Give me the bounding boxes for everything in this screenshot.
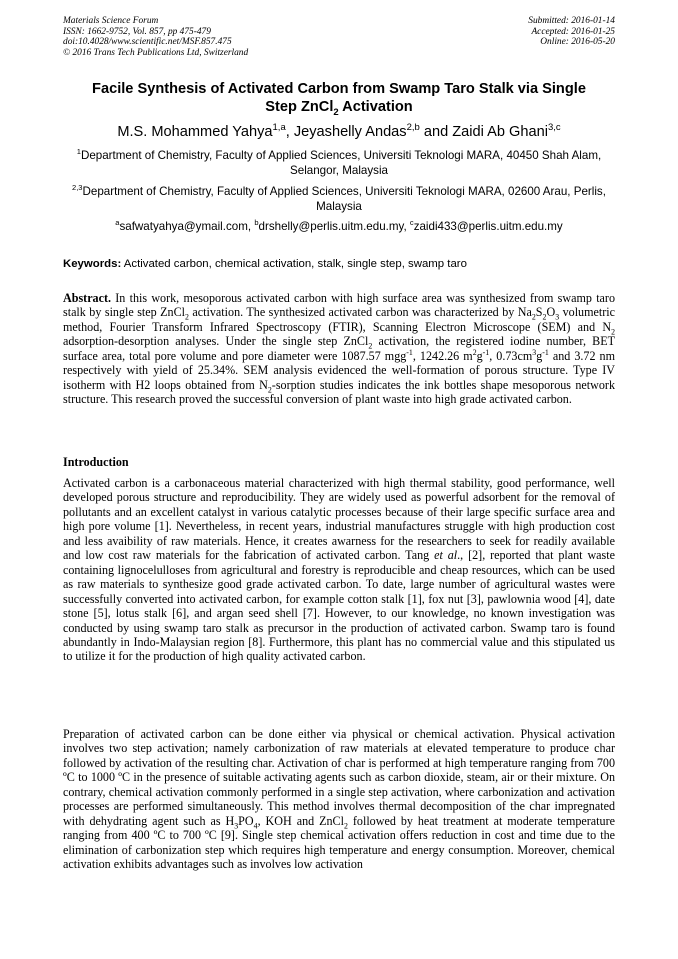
subscript: 2 bbox=[185, 312, 189, 322]
author-separator: and bbox=[419, 124, 453, 140]
abstract-text: In this work, mesoporous activated carbon with high surface area was synthesized from swamp taro stalk by single step ZnCl$_2$ activation. The synthesized activated carbon was characterized by $Na_2S_2O_3$ volumetric method, Fourier Transform Infrared Spectroscopy (FTIR), Scanning Electron Microscope (SEM) and $N_2$ adsorption-desorption analyses. Under the single step ZnCl$_2$ activation, the registered iodine number, BET surface area, total pore volume and pore diameter were 1087.57 mgg$^{-1}$, 1242.26 $m^2g^{-1}$, $0.73cm^3g^{-1}$ and 3.72 nm respectively with yield of 25.34%. SEM analysis evidenced the well-formation of porous structure. Type IV isotherm with H2 loops obtained from $N_2$-sorption studies indicates the ink bottles shape mesoporous network structure. This research proved the successful conversion of plant waste into high grade activated carbon. bbox=[63, 291, 616, 407]
affiliation-mark: 2,3 bbox=[72, 183, 83, 193]
author bbox=[117, 124, 285, 140]
email-mark: c bbox=[409, 218, 414, 228]
title-text: Activation bbox=[338, 99, 413, 115]
subscript: 2 bbox=[531, 312, 536, 322]
subscript: 2 bbox=[542, 312, 547, 322]
email-list bbox=[40, 219, 638, 234]
affiliation-mark: 1 bbox=[76, 147, 81, 157]
introduction-paragraph-2: Preparation of activated carbon can be done either via physical or chemical activation. Physical activation involves two step activation; namely carbonization of raw materials at elevated temperature to produce char followed by activation of the resulting char. Activation of char is performed at high temperature ranging from 700 ºC to 1000 ºC in the presence of suitable activating agents such as carbon dioxide, steam, air or their mixture. On contrary, chemical activation commonly performed in a single step activation, where carbonization and activation processes are performed simultaneously. This method involves thermal decomposition of the char impregnated with dehydrating agent such as $H_3PO_4$, KOH and ZnCl$_2$ followed by heat treatment at moderate temperature ranging from 400 ºC to 700 ºC [9]. Single step chemical activation offers reduction in cost and time due to the elimination of carbonization step which requires high temperature and energy consumption. Moreover, chemical activation exhibits advantages such as involves low activation bbox=[63, 727, 615, 872]
introduction-paragraph-1: Activated carbon is a carbonaceous material characterized with high thermal stability, good performance, well developed porous structure and reproducibility. They are widely used as powerful adsorbent for the removal of pollutants and an excellent catalyst in various catalytic processes because of their large specific surface area and high pore volume [1]. Nevertheless, in recent years, industrial manufactures struggle with high production cost and less avaibility of raw materials. Hence, it creates awarness for the researchers to seek for readily available and low cost raw materials for the fabrication of activated carbon. Tang et al., [2], reported that plant waste containing lignocelulloses from agricultural and forestry is reproducible and cheap resources, which can be used as raw materials to synthesize good grade activated carbon. To date, large number of agricultural wastes were successfully converted into activated carbon, for example cotton stalk [1], fox nut [3], pawlownia wood [4], date stone [5], lotus stalk [6], and argan seed shell [7]. However, to our knowledge, no known investigation was conducted by using swamp taro stalk as precursor in the production of activated carbon. Swamp taro is found abundantly in Indo-Malaysian region [8]. Furthermore, this plant has no commercial value and this stipulated us to utilize it for the production of high quality activated carbon. bbox=[63, 476, 615, 664]
online-date: Online: 2016-05-20 bbox=[540, 37, 615, 48]
author-separator: , bbox=[285, 124, 294, 140]
subscript: 4 bbox=[253, 821, 258, 831]
keywords-text: Activated carbon, chemical activation, stalk, single step, swamp taro bbox=[121, 258, 467, 270]
subscript: 2 bbox=[343, 821, 348, 831]
email-link[interactable]: safwatyahya@ymail.com bbox=[119, 220, 248, 233]
journal-copyright: © 2016 Trans Tech Publications Ltd, Switzerland bbox=[63, 47, 249, 58]
italic-text: et al bbox=[434, 548, 458, 563]
author-affil-mark: 3,c bbox=[548, 122, 561, 134]
title-subscript: 2 bbox=[333, 106, 339, 118]
title-line-1: Facile Synthesis of Activated Carbon from Swamp Taro Stalk via Single bbox=[92, 81, 586, 97]
accepted-date: Accepted: 2016-01-25 bbox=[531, 26, 615, 37]
submitted-date: Submitted: 2016-01-14 bbox=[528, 16, 615, 26]
email-mark: b bbox=[254, 218, 259, 228]
affiliation-2 bbox=[60, 184, 618, 214]
superscript: -1 bbox=[482, 347, 490, 357]
email-separator: , bbox=[403, 220, 410, 233]
title-text: Step ZnCl bbox=[265, 99, 334, 115]
affiliation-text: Department of Chemistry, Faculty of Applied Sciences, Universiti Teknologi MARA, 02600 Arau, Perlis, Malaysia bbox=[82, 185, 606, 213]
affiliation-1 bbox=[60, 148, 618, 178]
email-mark: a bbox=[115, 218, 120, 228]
section-heading: Introduction bbox=[63, 455, 129, 469]
title-line-2 bbox=[40, 98, 638, 116]
journal-doi: doi:10.4028/www.scientific.net/MSF.857.475 bbox=[63, 37, 232, 48]
subscript: 2 bbox=[611, 327, 615, 337]
author bbox=[294, 124, 420, 140]
subscript: 2 bbox=[368, 341, 373, 351]
subscript: 3 bbox=[555, 312, 560, 322]
email-link[interactable]: drshelly@perlis.uitm.edu.my bbox=[258, 220, 404, 233]
superscript: -1 bbox=[406, 347, 413, 357]
superscript: 3 bbox=[532, 347, 537, 357]
email-separator: , bbox=[247, 220, 255, 233]
author-list bbox=[40, 123, 638, 141]
author-name: M.S. Mohammed Yahya bbox=[117, 124, 273, 140]
superscript: -1 bbox=[542, 347, 549, 357]
email-link[interactable]: zaidi433@perlis.uitm.edu.my bbox=[413, 220, 563, 233]
author-name: Zaidi Ab Ghani bbox=[452, 124, 548, 140]
abstract bbox=[63, 291, 615, 407]
abstract-label: Abstract. bbox=[63, 291, 112, 305]
journal-info bbox=[63, 16, 248, 58]
author-affil-mark: 2,b bbox=[406, 122, 420, 134]
subscript: 3 bbox=[234, 821, 239, 831]
superscript: 2 bbox=[472, 347, 477, 357]
keywords-label: Keywords: bbox=[63, 258, 122, 270]
affiliation-text: Department of Chemistry, Faculty of Applied Sciences, Universiti Teknologi MARA, 40450 Shah Alam, Selangor, Malaysia bbox=[80, 149, 602, 177]
subscript: 2 bbox=[267, 385, 272, 395]
keywords bbox=[63, 257, 615, 272]
submission-dates bbox=[528, 16, 615, 48]
author bbox=[452, 124, 560, 140]
author-name: Jeyashelly Andas bbox=[293, 124, 407, 140]
paper-title bbox=[40, 80, 638, 116]
author-affil-mark: 1,a bbox=[272, 122, 286, 134]
journal-name: Materials Science Forum bbox=[63, 16, 159, 26]
journal-issn: ISSN: 1662-9752, Vol. 857, pp 475-479 bbox=[63, 26, 211, 37]
